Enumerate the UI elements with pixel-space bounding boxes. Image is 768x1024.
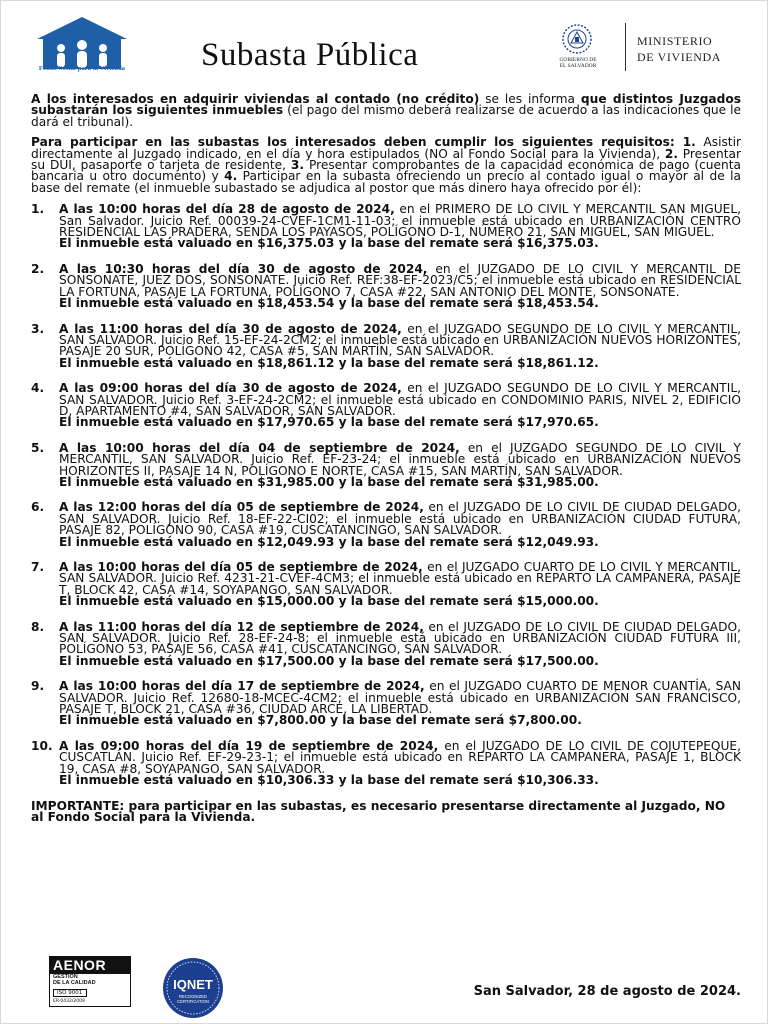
- item-text: en el JUZGADO CUARTO DE MENOR CUANTÍA, SAN SALVADOR. Juicio Ref. 12680-18-MCEC-4CM2; el inmueble está ubicado en URBANIZACIÓN SAN FRANCISCO, PASAJE T, BLOCK 21, CASA #36, CIUDAD ARCE, LA LIBERTAD.: [59, 679, 741, 717]
- item-value: El inmueble está valuado en $18,453.54 y la base del remate será $18,453.54.: [59, 296, 599, 311]
- item-body: [59, 738, 741, 788]
- item-text: en el PRIMERO DE LO CIVIL Y MERCANTIL SAN MIGUEL, San Salvador. Juicio Ref. 00039-24-CVEF-1CM1-11-03; el inmueble está ubicado en URBANIZACIÓN CENTRO RESIDENCIAL LAS PRADERA, SENDA LOS PAYASOS, POLÍGONO D-1, NÚMERO 21, SAN MIGUEL, SAN MIGUEL.: [59, 202, 741, 240]
- fsv-caption: Fondo Social para la Vivienda: [38, 65, 126, 72]
- intro-bold-1: A los interesados en adquirir viviendas al contado (no crédito): [31, 92, 480, 106]
- item-number: 1.: [31, 202, 45, 217]
- government-caption: [551, 57, 605, 69]
- item-text: en el JUZGADO DE LO CIVIL Y MERCANTIL DE SONSONATE, JUEZ DOS, SONSONATE. Juicio Ref. REF:38-EF-2023/C5; el inmueble está ubicado en RESIDENCIAL LA FORTUNA, PASAJE LA FORTUNA, POLÍGONO 7, CASA #22, SAN ANTONIO DEL MONTE, SONSONATE.: [59, 261, 741, 299]
- item-number: 10.: [31, 738, 53, 753]
- aenor-registration: ER-0432/2009: [53, 998, 85, 1004]
- important-note: IMPORTANTE: para participar en las subastas, es necesario presentarse directamente al Juzgado, NO al Fondo Social para la Vivienda.: [31, 798, 726, 824]
- item-value: El inmueble está valuado en $17,970.65 y la base del remate será $17,970.65.: [59, 415, 599, 430]
- item-body: [59, 204, 741, 250]
- item-number: 4.: [31, 381, 45, 396]
- aenor-box: [49, 974, 131, 1007]
- aenor-iso: ISO 9001: [53, 989, 87, 997]
- req-bold-1: Para participar en las subastas los interesados deben cumplir los siguientes requisitos: 1.: [31, 135, 696, 150]
- item-lead: A las 10:00 horas del día 17 de septiembre de 2024,: [59, 679, 425, 694]
- aenor-brand: AENOR: [49, 956, 131, 974]
- req-bold-2: 2.: [664, 146, 678, 161]
- intro-text-1: se les informa: [479, 92, 581, 106]
- item-body: [59, 502, 741, 548]
- item-body: [59, 562, 741, 608]
- item-text: en el JUZGADO CUARTO DE LO CIVIL Y MERCANTIL, SAN SALVADOR. Juicio Ref. 4231-21-CVEF-4CM3; el inmueble está ubicado en REPARTO LA CAMPANERA, PASAJE T, BLOCK 42, CASA #14, SOYAPANGO, SAN SALVADOR.: [59, 560, 741, 597]
- item-body: [59, 440, 741, 489]
- ministry-name: [637, 33, 721, 65]
- item-lead: A las 12:00 horas del día 05 de septiembre de 2024,: [59, 500, 424, 515]
- ministry-divider: [625, 23, 626, 71]
- iqnet-line-2: CERTIFICATION: [177, 999, 209, 1004]
- item-text: en el JUZGADO SEGUNDO DE LO CIVIL Y MERCANTIL, SAN SALVADOR. Juicio Ref. 15-EF-24-2CM2; el inmueble está ubicado en URBANIZACIÓN NUEVOS HORIZONTES, PASAJE 20 SUR, POLÍGONO 42, CASA #5, SAN MARTÍN, SAN SALVADOR.: [59, 321, 741, 359]
- item-value: El inmueble está valuado en $31,985.00 y la base del remate será $31,985.00.: [59, 474, 599, 489]
- government-caption-line-1: GOBIERNO DE: [559, 57, 597, 63]
- item-lead: A las 10:30 horas del día 30 de agosto de 2024,: [59, 261, 428, 276]
- government-caption-line-2: EL SALVADOR: [559, 63, 597, 69]
- item-lead: A las 11:00 horas del día 12 de septiembre de 2024,: [59, 619, 424, 634]
- item-number: 9.: [31, 679, 45, 694]
- list-item: [31, 502, 741, 548]
- item-lead: A las 11:00 horas del día 30 de agosto de 2024,: [59, 321, 402, 336]
- item-body: [59, 321, 741, 370]
- requirements-paragraph: [31, 137, 741, 194]
- item-number: 5.: [31, 440, 45, 455]
- req-text-3: Presentar comprobantes de la capacidad económica de pago (cuenta bancaria u otro documento) y: [31, 158, 741, 184]
- aenor-line-2: DE LA CALIDAD: [53, 980, 96, 987]
- req-text-4: Participar en la subasta ofreciendo un precio al contado igual o mayor al de la base del remate (el inmueble subastado se adjudica al postor que más dinero haya ofrecido por él):: [31, 169, 741, 195]
- list-item: [31, 738, 741, 788]
- government-seal-icon: [561, 23, 593, 55]
- item-text: en el JUZGADO DE LO CIVIL DE CIUDAD DELGADO, SAN SALVADOR. Juicio Ref. 28-EF-24-8; el inmueble está ubicado en URBANIZACIÓN CIUDAD FUTURA III, POLÍGONO 53, PASAJE 56, CASA #41, CUSCATANCINGO, SAN SALVADOR.: [59, 619, 741, 657]
- header: [1, 1, 768, 89]
- item-text: en el JUZGADO DE LO CIVIL DE CIUDAD DELGADO, SAN SALVADOR. Juicio Ref. 18-EF-22-CI02; el inmueble está ubicado en URBANIZACIÓN CIUDAD FUTURA, PASAJE 82, POLÍGONO 90, CASA #19, CUSCATANCINGO, SAN SALVADOR.: [59, 500, 741, 538]
- item-body: [59, 681, 741, 727]
- item-body: [59, 383, 741, 429]
- item-value: El inmueble está valuado en $10,306.33 y la base del remate será $10,306.33.: [59, 773, 599, 788]
- list-item: [31, 261, 741, 311]
- item-lead: A las 10:00 horas del día 05 de septiembre de 2024,: [59, 560, 423, 574]
- req-bold-4: 4.: [224, 169, 238, 184]
- list-item: [31, 619, 741, 668]
- signature-date: San Salvador, 28 de agosto de 2024.: [473, 984, 741, 999]
- item-number: 3.: [31, 321, 45, 336]
- item-lead: A las 10:00 horas del día 04 de septiembre de 2024,: [59, 440, 460, 455]
- intro-bold-2: que distintos Juzgados subastarán los siguientes inmuebles: [31, 92, 741, 118]
- item-text: en el JUZGADO SEGUNDO DE LO CIVIL Y MERCANTIL, SAN SALVADOR. Juicio Ref. EF-23-24; el inmueble está ubicado en URBANIZACIÓN NUEVOS HORIZONTES II, PASAJE 14 N, POLÍGONO E NORTE, CASA #15, SAN MARTÍN, SAN SALVADOR.: [59, 440, 741, 478]
- iqnet-brand: IQNET: [173, 977, 213, 992]
- notice-content: [31, 94, 741, 823]
- aenor-certification-badge: [49, 956, 131, 1018]
- item-value: El inmueble está valuado en $15,000.00 y la base del remate será $15,000.00.: [59, 594, 599, 609]
- item-body: [59, 261, 741, 311]
- item-lead: A las 10:00 horas del día 28 de agosto de 2024,: [59, 202, 395, 217]
- item-lead: A las 09:00 horas del día 19 de septiembre de 2024,: [59, 738, 439, 753]
- iqnet-certification-badge-icon: [153, 956, 233, 1020]
- aenor-line-1: GESTIÓN: [53, 974, 78, 980]
- list-item: [31, 204, 741, 250]
- item-text: en el JUZGADO DE LO CIVIL DE COJUTEPEQUE, CUSCATLÁN. Juicio Ref. EF-29-23-1; el inmueble está ubicado en REPARTO LA CAMPANERA, PASAJE 1, BLOCK 19, CASA #8, SOYAPANGO, SAN SALVADOR.: [59, 738, 741, 776]
- item-value: El inmueble está valuado en $16,375.03 y la base del remate será $16,375.03.: [59, 236, 599, 251]
- list-item: [31, 440, 741, 489]
- ministry-line-1: MINISTERIO: [637, 34, 713, 48]
- list-item: [31, 562, 741, 608]
- item-text: en el JUZGADO SEGUNDO DE LO CIVIL Y MERCANTIL, SAN SALVADOR. Juicio Ref. 3-EF-24-2CM2; el inmueble está ubicado en CONDOMINIO PARIS, NIVEL 2, EDIFICIO D, APARTAMENTO #4, SAN SALVADOR, SAN SALVADOR.: [59, 381, 741, 418]
- page-title: Subasta Pública: [201, 37, 419, 73]
- item-number: 2.: [31, 261, 45, 276]
- intro-text-2: (el pago del mismo deberá realizarse de acuerdo a las indicaciones que le dará el tribunal).: [31, 103, 741, 129]
- list-item: [31, 383, 741, 429]
- item-value: El inmueble está valuado en $7,800.00 y la base del remate será $7,800.00.: [59, 713, 582, 728]
- item-body: [59, 619, 741, 668]
- ministry-line-2: DE VIVIENDA: [637, 50, 722, 64]
- iqnet-line-1: RECOGNIZED: [179, 994, 207, 999]
- req-text-2: Presentar su DUI, pasaporte o tarjeta de residente,: [31, 146, 741, 173]
- item-lead: A las 09:00 horas del día 30 de agosto de 2024,: [59, 381, 402, 396]
- list-item: [31, 681, 741, 727]
- item-value: El inmueble está valuado en $12,049.93 y la base del remate será $12,049.93.: [59, 534, 599, 549]
- req-bold-3: 3.: [290, 158, 305, 173]
- intro-paragraph: [31, 94, 741, 128]
- item-number: 8.: [31, 619, 45, 634]
- auction-list: [31, 204, 741, 786]
- req-text-1: Asistir directamente al Juzgado indicado, en el día y hora estipulados (NO al Fondo Social para la Vivienda),: [31, 135, 741, 161]
- item-number: 7.: [31, 560, 45, 574]
- list-item: [31, 321, 741, 370]
- item-value: El inmueble está valuado en $17,500.00 y la base del remate será $17,500.00.: [59, 653, 599, 668]
- item-value: El inmueble está valuado en $18,861.12 y la base del remate será $18,861.12.: [59, 355, 599, 370]
- item-number: 6.: [31, 500, 45, 515]
